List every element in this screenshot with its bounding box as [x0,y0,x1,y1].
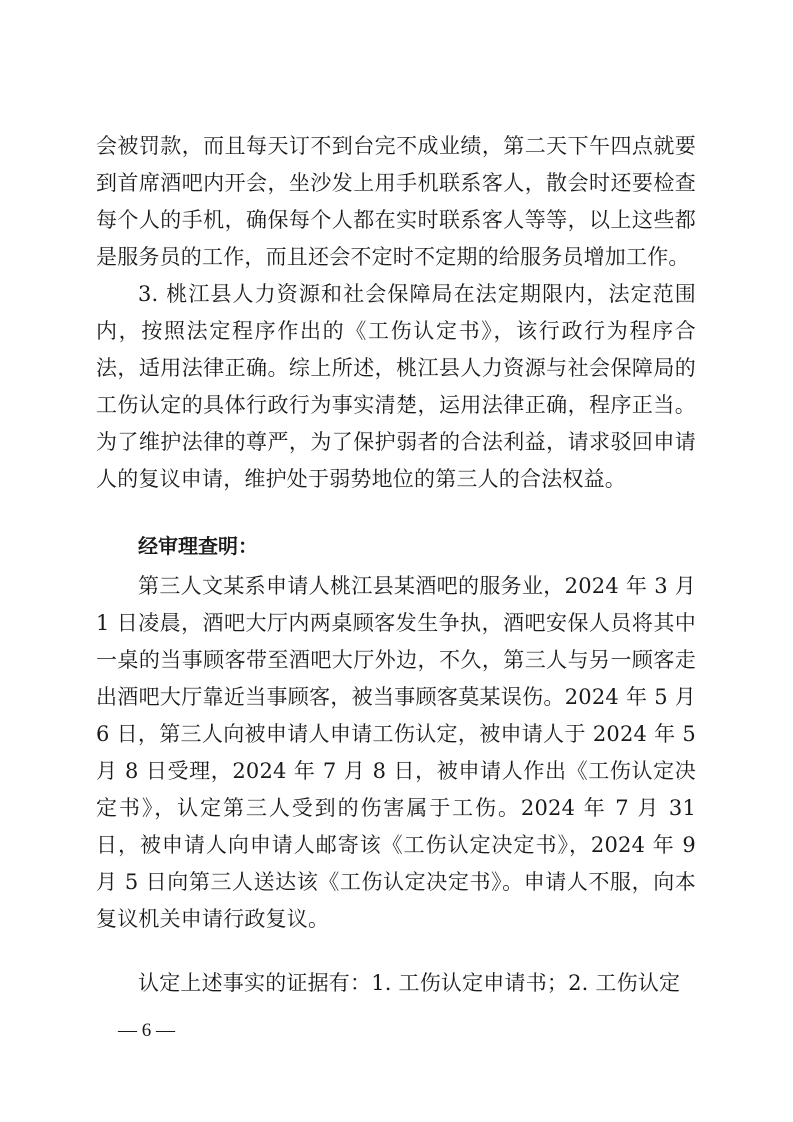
paragraph-findings: 第三人文某系申请人桃江县某酒吧的服务业，2024 年 3 月 1 日凌晨，酒吧大厅内两桌顾客发生争执，酒吧安保人员将其中一桌的当事顾客带至酒吧大厅外边，不久，第三人与另一顾客走出酒吧大厅靠近当事顾客，被当事顾客莫某误伤。2024 年 5 月 6 日，第三人向被申请人申请工伤认定，被申请人于 2024 年 5 月 8 日受理，2024 年 7 月 8 日，被申请人作出《工伤认定决定书》，认定第三人受到的伤害属于工伤。2024 年 7 月 31 日，被申请人向申请人邮寄该《工伤认定决定书》，2024 年 9 月 5 日向第三人送达该《工伤认定决定书》。申请人不服，向本复议机关申请行政复议。 [96,574,696,931]
page-number: — 6 — [118,1020,175,1041]
paragraph-evidence: 认定上述事实的证据有：1. 工伤认定申请书；2. 工伤认定 [138,971,681,995]
paragraph-point-3: 3. 桃江县人力资源和社会保障局在法定期限内，法定范围内，按照法定程序作出的《工伤认定书》，该行政行为程序合法，适用法律正确。综上所述，桃江县人力资源与社会保障局的工伤认定的具体行政行为事实清楚，运用法律正确，程序正当。为了维护法律的尊严，为了保护弱者的合法利益，请求驳回申请人的复议申请，维护处于弱势地位的第三人的合法权益。 [96,282,696,491]
section-heading: 经审理查明： [138,534,258,558]
paragraph-continued: 会被罚款，而且每天订不到台完不成业绩，第二天下午四点就要到首席酒吧内开会，坐沙发上用手机联系客人，散会时还要检查每个人的手机，确保每个人都在实时联系客人等等，以上这些都是服务员的工作，而且还会不定时不定期的给服务员增加工作。 [96,134,696,269]
body-text-argument [96,276,696,498]
body-text-findings [96,568,696,938]
body-text-continuation [96,128,696,276]
body-text-evidence [96,965,696,1002]
